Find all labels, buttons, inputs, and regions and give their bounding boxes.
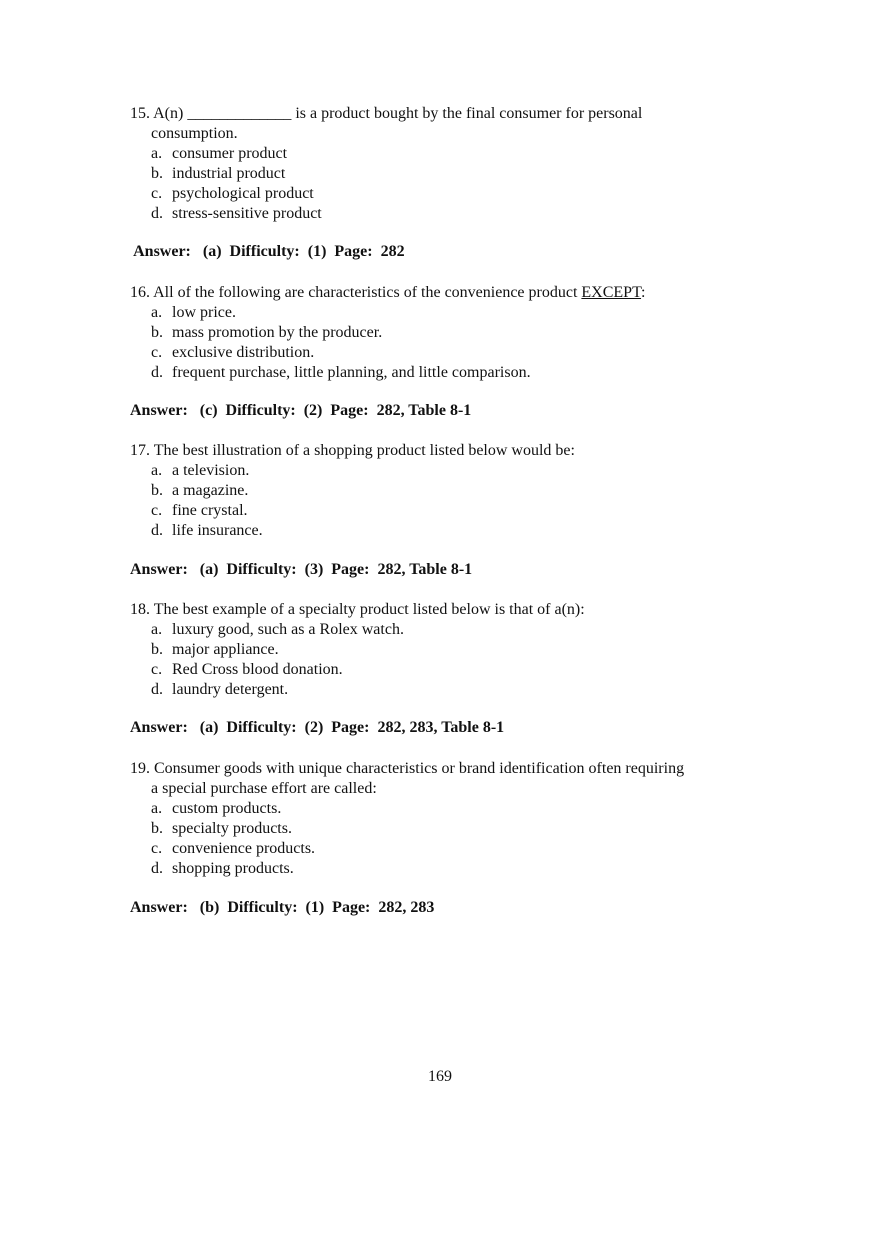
option-text: luxury good, such as a Rolex watch. — [172, 621, 404, 638]
option-text: shopping products. — [172, 860, 294, 877]
question-stem: 19. Consumer goods with unique characteristics or brand identification often requiring — [130, 760, 685, 777]
option-text: laundry detergent. — [172, 681, 289, 698]
option-b — [130, 323, 770, 343]
question-19 — [130, 759, 770, 879]
answer-19: Answer: (b) Difficulty: (1) Page: 282, 283 — [130, 899, 435, 916]
option-letter: a. — [151, 462, 163, 479]
option-letter: c. — [151, 344, 163, 361]
option-d — [130, 204, 770, 224]
question-stem: 15. A(n) _____________ is a product bought by the final consumer for personal — [130, 105, 643, 122]
option-b — [130, 640, 770, 660]
option-d — [130, 859, 770, 879]
option-letter: d. — [151, 860, 163, 877]
answer-16: Answer: (c) Difficulty: (2) Page: 282, Table 8-1 — [130, 402, 472, 419]
option-text: frequent purchase, little planning, and little comparison. — [172, 364, 531, 381]
question-stem-emphasis: EXCEPT — [581, 284, 642, 301]
option-text: convenience products. — [172, 840, 316, 857]
option-letter: c. — [151, 502, 163, 519]
option-text: exclusive distribution. — [172, 344, 315, 361]
option-letter: c. — [151, 185, 163, 202]
option-letter: a. — [151, 145, 163, 162]
option-c — [130, 184, 770, 204]
option-text: low price. — [172, 304, 236, 321]
option-d — [130, 521, 770, 541]
question-15 — [130, 104, 770, 224]
option-c — [130, 501, 770, 521]
option-letter: d. — [151, 681, 163, 698]
option-letter: d. — [151, 205, 163, 222]
option-d — [130, 680, 770, 700]
question-stem: 18. The best example of a specialty product listed below is that of a(n): — [130, 601, 585, 618]
question-stem: 17. The best illustration of a shopping product listed below would be: — [130, 442, 575, 459]
option-letter: b. — [151, 165, 163, 182]
option-text: a magazine. — [172, 482, 249, 499]
option-text: industrial product — [172, 165, 286, 182]
option-b — [130, 481, 770, 501]
option-text: consumer product — [172, 145, 288, 162]
question-stem-end: : — [641, 284, 646, 301]
option-text: a television. — [172, 462, 250, 479]
option-a — [130, 799, 770, 819]
option-a — [130, 144, 770, 164]
option-letter: d. — [151, 364, 163, 381]
option-b — [130, 164, 770, 184]
answer-18: Answer: (a) Difficulty: (2) Page: 282, 283, Table 8-1 — [130, 719, 505, 736]
option-text: mass promotion by the producer. — [172, 324, 383, 341]
option-text: custom products. — [172, 800, 282, 817]
option-b — [130, 819, 770, 839]
answer-15: Answer: (a) Difficulty: (1) Page: 282 — [130, 243, 405, 260]
question-stem — [130, 283, 770, 303]
option-letter: a. — [151, 800, 163, 817]
option-text: life insurance. — [172, 522, 263, 539]
option-letter: a. — [151, 304, 163, 321]
option-letter: c. — [151, 840, 163, 857]
option-letter: c. — [151, 661, 163, 678]
option-text: fine crystal. — [172, 502, 248, 519]
answer-17: Answer: (a) Difficulty: (3) Page: 282, Table 8-1 — [130, 561, 473, 578]
option-text: psychological product — [172, 185, 314, 202]
question-16 — [130, 283, 770, 383]
option-text: Red Cross blood donation. — [172, 661, 343, 678]
option-text: specialty products. — [172, 820, 292, 837]
option-d — [130, 363, 770, 383]
question-stem-continuation: a special purchase effort are called: — [151, 780, 377, 797]
option-text: major appliance. — [172, 641, 279, 658]
option-letter: b. — [151, 641, 163, 658]
option-text: stress-sensitive product — [172, 205, 322, 222]
option-c — [130, 660, 770, 680]
option-a — [130, 620, 770, 640]
option-c — [130, 343, 770, 363]
question-17 — [130, 441, 770, 541]
question-18 — [130, 600, 770, 700]
question-stem-continuation: consumption. — [151, 125, 238, 142]
option-c — [130, 839, 770, 859]
option-letter: b. — [151, 820, 163, 837]
option-letter: b. — [151, 324, 163, 341]
page-number: 169 — [428, 1068, 452, 1085]
option-letter: d. — [151, 522, 163, 539]
option-a — [130, 461, 770, 481]
option-letter: a. — [151, 621, 163, 638]
option-a — [130, 303, 770, 323]
question-stem-text: 16. All of the following are characteristics of the convenience product — [130, 284, 582, 301]
option-letter: b. — [151, 482, 163, 499]
